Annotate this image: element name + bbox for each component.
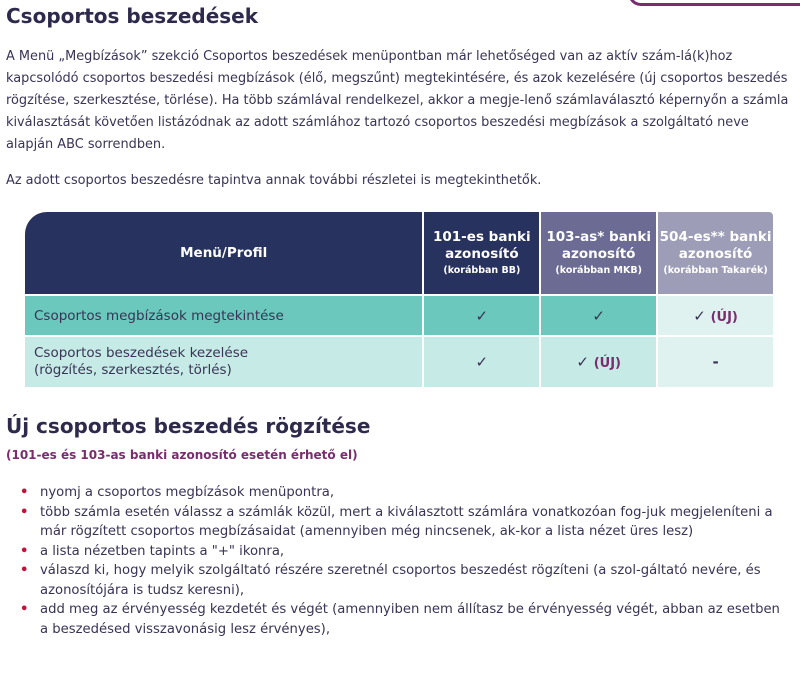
row-manage-label-line2: (rögzítés, szerkesztés, törlés) <box>34 362 232 378</box>
row-view-504-cell <box>656 294 773 335</box>
header-101-title: 101-es banki azonosító <box>433 229 531 262</box>
step-text: nyomj a csoportos megbízások menüpontra, <box>40 485 335 500</box>
list-item <box>20 600 785 639</box>
list-item <box>20 503 785 542</box>
table-row <box>25 335 773 387</box>
header-menu-profile: Menü/Profil <box>25 212 422 294</box>
header-103-title: 103-as* banki azonosító <box>546 229 652 262</box>
row-view-504-check-icon: ✓ <box>693 306 706 325</box>
list-item <box>20 483 785 503</box>
profile-comparison-table <box>25 212 773 387</box>
list-item <box>20 561 785 600</box>
row-manage-label-line1: Csoportos beszedések kezelése <box>34 345 249 361</box>
step-text: válaszd ki, hogy melyik szolgáltató részére szeretnél csoportos beszedést rögzíteni (a szol-gáltató nevére, és azonosítójára is tudsz keresni), <box>40 563 761 598</box>
corner-frame-decoration <box>628 0 800 6</box>
header-504 <box>656 212 773 294</box>
row-manage-103-check-icon: ✓ <box>576 353 589 371</box>
new-section-subtitle: (101-es és 103-as banki azonosító esetén érhető el) <box>6 448 358 462</box>
bullet-icon: • <box>20 485 29 500</box>
header-101-note: (korábban BB) <box>443 265 521 276</box>
row-manage-label <box>25 335 422 387</box>
table-header-row <box>25 212 773 294</box>
row-view-101-check-icon: ✓ <box>422 294 539 335</box>
header-103-note: (korábban MKB) <box>555 265 642 276</box>
row-manage-103-cell <box>539 335 656 387</box>
bullet-icon: • <box>20 602 29 617</box>
intro-paragraph: A Menü „Megbízások” szekció Csoportos beszedések menüpontban már lehetőséged van az aktív szám-lá(k)hoz kapcsolódó csoportos beszedési megbízások (élő, megszűnt) megtekintésére, és azok kezelésére (új csoportos beszedés rögzítése, szerkesztése, törlése). Ha több számlával rendelkezel, akkor a megje-lenő számlaválasztó képernyőn a számla kiválasztását követően listázódnak az adott számlához tartozó csoportos beszedési megbízások a szolgáltató neve alapján ABC sorrendben. <box>6 49 789 152</box>
steps-list <box>20 483 785 639</box>
row-manage-103-new-badge: (ÚJ) <box>593 356 621 371</box>
table-row <box>25 294 773 335</box>
bullet-icon: • <box>20 543 29 559</box>
step-text: több számla esetén válassz a számlák közül, mert a kiválasztott számlára vonatkozóan fog-juk megjeleníteni a már rögzített csoportos megbízásaidat (amennyiben még nincsenek, ak-kor a lista nézet üres lesz) <box>40 504 773 539</box>
bullet-icon: • <box>20 504 29 520</box>
row-view-504-new-badge: (ÚJ) <box>710 309 738 325</box>
row-view-103-check-icon: ✓ <box>539 294 656 335</box>
new-section-title: Új csoportos beszedés rögzítése <box>6 414 371 438</box>
section-title: Csoportos beszedések <box>6 4 259 28</box>
header-504-note: (korábban Takarék) <box>663 265 768 276</box>
header-101 <box>422 212 539 294</box>
row-view-label: Csoportos megbízások megtekintése <box>25 294 422 335</box>
header-103 <box>539 212 656 294</box>
bullet-icon: • <box>20 563 29 578</box>
header-504-title: 504-es** banki azonosító <box>659 229 772 262</box>
list-item <box>20 542 785 562</box>
row-manage-101-check-icon: ✓ <box>422 335 539 387</box>
details-paragraph: Az adott csoportos beszedésre tapintva annak további részletei is megtekinthetők. <box>6 173 542 188</box>
step-text: a lista nézetben tapints a "+" ikonra, <box>40 543 285 559</box>
step-text: add meg az érvényesség kezdetét és végét (amennyiben nem állítasz be érvényesség végét, abban az esetben a beszedésed visszavonásig lesz érvényes), <box>40 602 780 637</box>
row-manage-504-dash: - <box>656 335 773 387</box>
